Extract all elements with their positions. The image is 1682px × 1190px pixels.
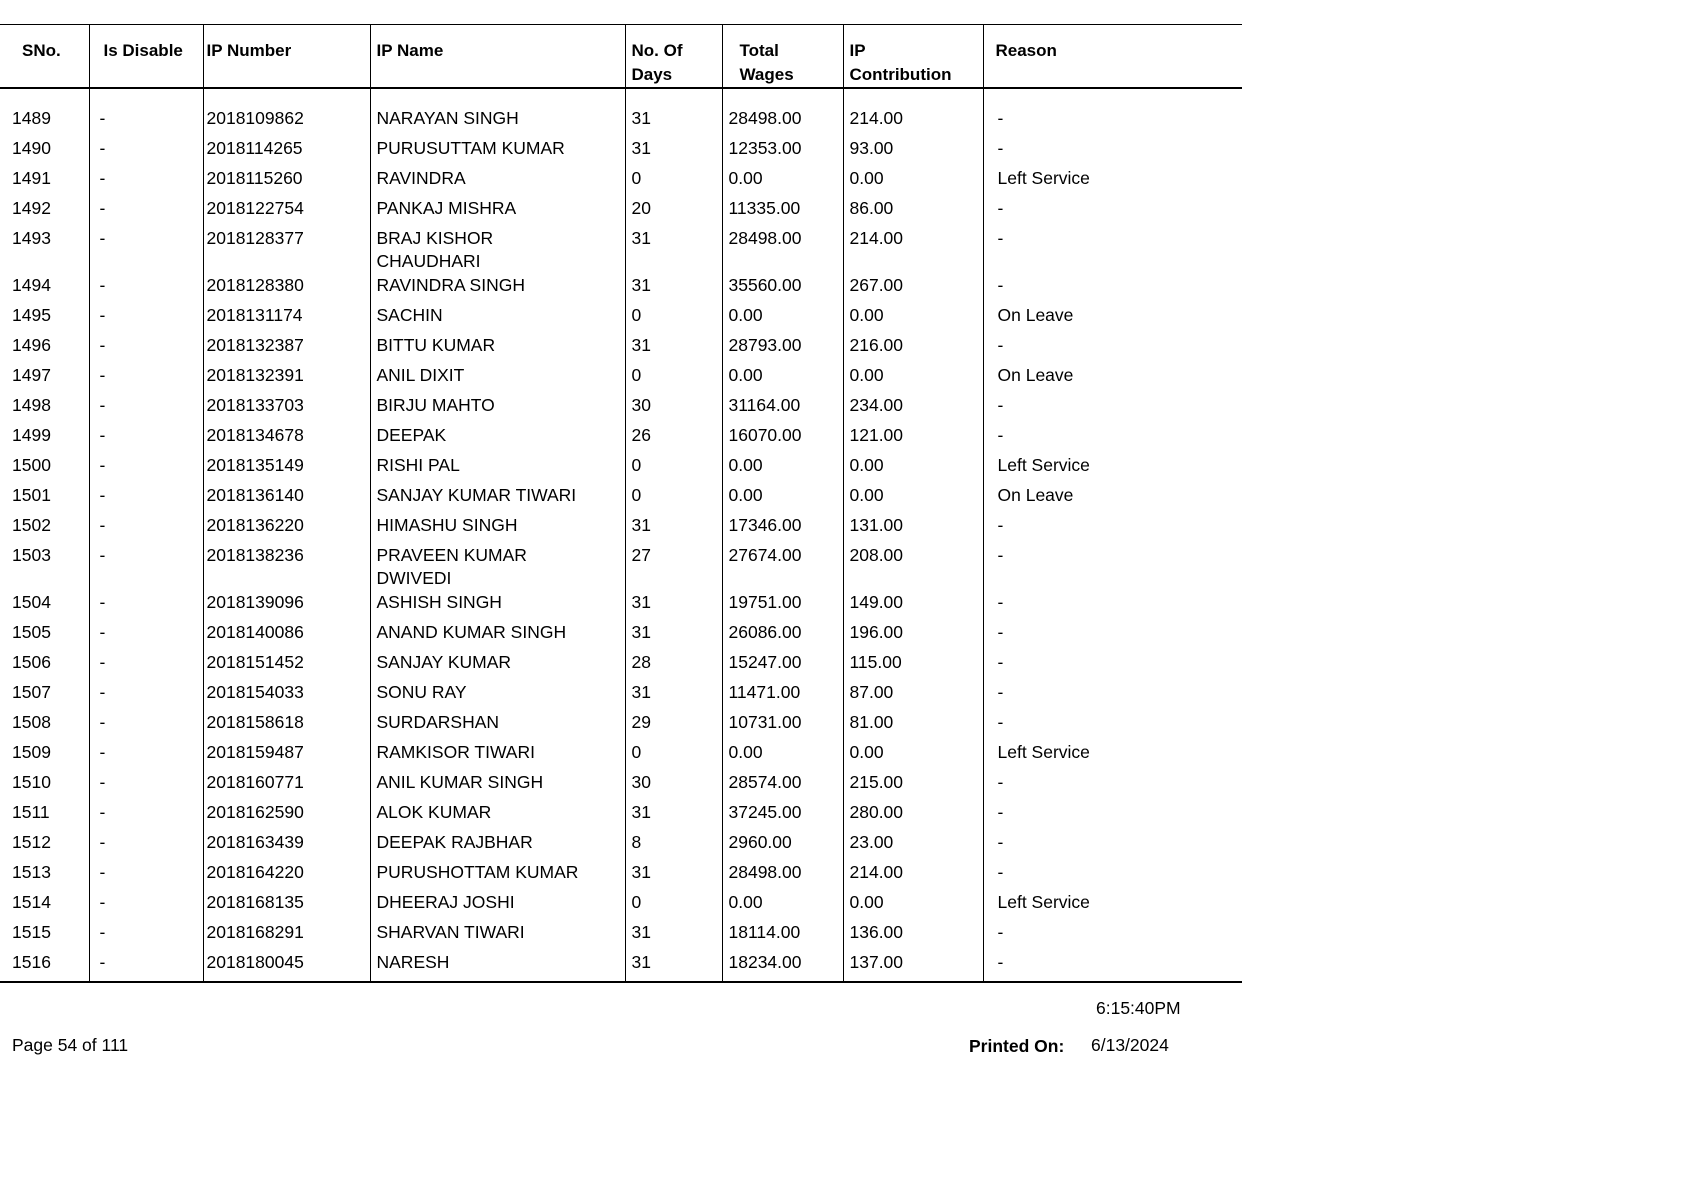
cell-reason: Left Service xyxy=(983,741,1242,771)
table-header-row xyxy=(0,25,1242,89)
cell-ip-name: ALOK KUMAR xyxy=(370,801,625,831)
cell-ip-number: 2018136220 xyxy=(203,514,370,544)
cell-reason: - xyxy=(983,861,1242,891)
cell-is-disable: - xyxy=(89,891,203,921)
cell-is-disable: - xyxy=(89,741,203,771)
cell-reason: - xyxy=(983,621,1242,651)
cell-days: 31 xyxy=(625,274,722,304)
cell-sno: 1503 xyxy=(12,545,51,565)
cell-days: 0 xyxy=(625,454,722,484)
cell-ip-name: RAVINDRA xyxy=(370,167,625,197)
cell-wages: 0.00 xyxy=(722,484,843,514)
table-row xyxy=(0,951,1242,982)
cell-contribution: 0.00 xyxy=(843,741,983,771)
cell-sno: 1510 xyxy=(12,772,51,792)
cell-days: 0 xyxy=(625,167,722,197)
cell-wages: 0.00 xyxy=(722,304,843,334)
cell-days: 31 xyxy=(625,334,722,364)
cell-reason: - xyxy=(983,951,1242,982)
header-is-disable: Is Disable xyxy=(89,25,203,89)
table-row xyxy=(0,891,1242,921)
table-row xyxy=(0,424,1242,454)
cell-is-disable: - xyxy=(89,771,203,801)
cell-sno: 1502 xyxy=(12,515,51,535)
cell-contribution: 0.00 xyxy=(843,484,983,514)
table-row xyxy=(0,274,1242,304)
cell-ip-name: SHARVAN TIWARI xyxy=(370,921,625,951)
cell-days: 26 xyxy=(625,424,722,454)
table-row xyxy=(0,831,1242,861)
cell-sno: 1495 xyxy=(12,305,51,325)
cell-reason: - xyxy=(983,88,1242,137)
cell-sno: 1489 xyxy=(12,108,51,128)
cell-ip-number: 2018134678 xyxy=(203,424,370,454)
cell-is-disable: - xyxy=(89,651,203,681)
cell-sno: 1514 xyxy=(12,892,51,912)
table-row xyxy=(0,514,1242,544)
cell-days: 31 xyxy=(625,921,722,951)
cell-days: 31 xyxy=(625,621,722,651)
cell-reason: - xyxy=(983,711,1242,741)
table-row xyxy=(0,394,1242,424)
cell-contribution: 208.00 xyxy=(843,544,983,591)
table-row xyxy=(0,921,1242,951)
cell-ip-number: 2018132387 xyxy=(203,334,370,364)
cell-days: 29 xyxy=(625,711,722,741)
table-row xyxy=(0,681,1242,711)
cell-days: 31 xyxy=(625,88,722,137)
table-row xyxy=(0,484,1242,514)
cell-ip-number: 2018135149 xyxy=(203,454,370,484)
cell-wages: 0.00 xyxy=(722,364,843,394)
cell-ip-name: BIRJU MAHTO xyxy=(370,394,625,424)
cell-wages: 19751.00 xyxy=(722,591,843,621)
table-row xyxy=(0,364,1242,394)
cell-ip-name: PURUSHOTTAM KUMAR xyxy=(370,861,625,891)
cell-is-disable: - xyxy=(89,544,203,591)
cell-is-disable: - xyxy=(89,227,203,274)
cell-sno: 1507 xyxy=(12,682,51,702)
cell-reason: - xyxy=(983,137,1242,167)
cell-is-disable: - xyxy=(89,424,203,454)
cell-wages: 0.00 xyxy=(722,454,843,484)
cell-ip-name: PRAVEEN KUMAR DWIVEDI xyxy=(370,544,625,591)
cell-ip-name: SANJAY KUMAR xyxy=(370,651,625,681)
cell-is-disable: - xyxy=(89,801,203,831)
cell-days: 30 xyxy=(625,771,722,801)
cell-ip-number: 2018132391 xyxy=(203,364,370,394)
cell-sno: 1505 xyxy=(12,622,51,642)
cell-ip-number: 2018168291 xyxy=(203,921,370,951)
cell-days: 0 xyxy=(625,304,722,334)
cell-ip-number: 2018122754 xyxy=(203,197,370,227)
cell-ip-name: DEEPAK xyxy=(370,424,625,454)
cell-ip-name: DEEPAK RAJBHAR xyxy=(370,831,625,861)
cell-reason: - xyxy=(983,424,1242,454)
cell-is-disable: - xyxy=(89,951,203,982)
cell-is-disable: - xyxy=(89,394,203,424)
table-row xyxy=(0,88,1242,137)
cell-days: 31 xyxy=(625,137,722,167)
cell-wages: 18114.00 xyxy=(722,921,843,951)
cell-is-disable: - xyxy=(89,514,203,544)
cell-contribution: 214.00 xyxy=(843,227,983,274)
cell-reason: - xyxy=(983,334,1242,364)
cell-sno: 1492 xyxy=(12,198,51,218)
cell-contribution: 136.00 xyxy=(843,921,983,951)
cell-is-disable: - xyxy=(89,484,203,514)
cell-wages: 28498.00 xyxy=(722,861,843,891)
cell-days: 0 xyxy=(625,891,722,921)
cell-ip-name: ASHISH SINGH xyxy=(370,591,625,621)
cell-contribution: 215.00 xyxy=(843,771,983,801)
cell-wages: 0.00 xyxy=(722,741,843,771)
cell-is-disable: - xyxy=(89,711,203,741)
cell-days: 31 xyxy=(625,801,722,831)
cell-wages: 18234.00 xyxy=(722,951,843,982)
cell-ip-name: SANJAY KUMAR TIWARI xyxy=(370,484,625,514)
cell-ip-number: 2018131174 xyxy=(203,304,370,334)
cell-wages: 28498.00 xyxy=(722,88,843,137)
cell-wages: 28574.00 xyxy=(722,771,843,801)
cell-reason: - xyxy=(983,544,1242,591)
cell-wages: 0.00 xyxy=(722,167,843,197)
cell-reason: - xyxy=(983,801,1242,831)
cell-ip-name: BRAJ KISHOR CHAUDHARI xyxy=(370,227,625,274)
cell-contribution: 93.00 xyxy=(843,137,983,167)
cell-wages: 35560.00 xyxy=(722,274,843,304)
table-row xyxy=(0,167,1242,197)
cell-sno: 1494 xyxy=(12,275,51,295)
cell-ip-name: RAVINDRA SINGH xyxy=(370,274,625,304)
cell-contribution: 86.00 xyxy=(843,197,983,227)
cell-ip-name: ANIL DIXIT xyxy=(370,364,625,394)
cell-reason: - xyxy=(983,394,1242,424)
cell-contribution: 23.00 xyxy=(843,831,983,861)
cell-days: 0 xyxy=(625,484,722,514)
cell-ip-name: DHEERAJ JOSHI xyxy=(370,891,625,921)
table-row xyxy=(0,741,1242,771)
cell-reason: - xyxy=(983,591,1242,621)
table-row xyxy=(0,591,1242,621)
cell-sno: 1504 xyxy=(12,592,51,612)
cell-reason: On Leave xyxy=(983,484,1242,514)
cell-sno: 1493 xyxy=(12,228,51,248)
cell-ip-number: 2018114265 xyxy=(203,137,370,167)
cell-contribution: 214.00 xyxy=(843,861,983,891)
table-row xyxy=(0,334,1242,364)
cell-ip-number: 2018139096 xyxy=(203,591,370,621)
cell-reason: - xyxy=(983,274,1242,304)
table-row xyxy=(0,304,1242,334)
cell-days: 28 xyxy=(625,651,722,681)
cell-ip-number: 2018159487 xyxy=(203,741,370,771)
cell-reason: Left Service xyxy=(983,454,1242,484)
cell-ip-number: 2018151452 xyxy=(203,651,370,681)
cell-sno: 1516 xyxy=(0,951,89,982)
cell-sno: 1499 xyxy=(12,425,51,445)
cell-reason: On Leave xyxy=(983,364,1242,394)
cell-wages: 10731.00 xyxy=(722,711,843,741)
header-ip-number: IP Number xyxy=(203,25,370,89)
cell-ip-name: PANKAJ MISHRA xyxy=(370,197,625,227)
cell-sno: 1506 xyxy=(12,652,51,672)
header-ip-name: IP Name xyxy=(370,25,625,89)
cell-is-disable: - xyxy=(89,621,203,651)
header-wages: Total Wages xyxy=(722,25,843,89)
cell-days: 0 xyxy=(625,741,722,771)
cell-ip-number: 2018160771 xyxy=(203,771,370,801)
cell-ip-name: SURDARSHAN xyxy=(370,711,625,741)
cell-contribution: 0.00 xyxy=(843,304,983,334)
cell-contribution: 267.00 xyxy=(843,274,983,304)
cell-ip-number: 2018140086 xyxy=(203,621,370,651)
cell-sno: 1497 xyxy=(12,365,51,385)
cell-is-disable: - xyxy=(89,88,203,137)
cell-wages: 11335.00 xyxy=(722,197,843,227)
cell-ip-name: ANAND KUMAR SINGH xyxy=(370,621,625,651)
cell-reason: - xyxy=(983,651,1242,681)
table-row xyxy=(0,197,1242,227)
cell-sno: 1513 xyxy=(12,862,51,882)
cell-ip-number: 2018128377 xyxy=(203,227,370,274)
cell-days: 8 xyxy=(625,831,722,861)
header-days: No. Of Days xyxy=(625,25,722,89)
cell-contribution: 0.00 xyxy=(843,454,983,484)
header-reason: Reason xyxy=(983,25,1242,89)
cell-sno: 1496 xyxy=(12,335,51,355)
cell-contribution: 0.00 xyxy=(843,364,983,394)
header-sno: SNo. xyxy=(0,25,89,89)
cell-ip-number: 2018164220 xyxy=(203,861,370,891)
cell-contribution: 0.00 xyxy=(843,891,983,921)
cell-contribution: 234.00 xyxy=(843,394,983,424)
cell-days: 31 xyxy=(625,514,722,544)
table-row xyxy=(0,621,1242,651)
cell-days: 30 xyxy=(625,394,722,424)
cell-ip-number: 2018158618 xyxy=(203,711,370,741)
cell-ip-name: NARESH xyxy=(370,951,625,982)
cell-contribution: 216.00 xyxy=(843,334,983,364)
cell-days: 20 xyxy=(625,197,722,227)
print-time: 6:15:40PM xyxy=(1096,998,1181,1018)
cell-reason: - xyxy=(983,197,1242,227)
cell-days: 31 xyxy=(625,951,722,982)
cell-wages: 11471.00 xyxy=(722,681,843,711)
cell-ip-number: 2018128380 xyxy=(203,274,370,304)
cell-wages: 12353.00 xyxy=(722,137,843,167)
cell-contribution: 196.00 xyxy=(843,621,983,651)
cell-is-disable: - xyxy=(89,304,203,334)
cell-ip-name: SACHIN xyxy=(370,304,625,334)
cell-contribution: 115.00 xyxy=(843,651,983,681)
cell-sno: 1509 xyxy=(12,742,51,762)
cell-is-disable: - xyxy=(89,167,203,197)
cell-sno: 1498 xyxy=(12,395,51,415)
printed-on-label: Printed On: xyxy=(969,1036,1065,1056)
cell-contribution: 149.00 xyxy=(843,591,983,621)
cell-contribution: 0.00 xyxy=(843,167,983,197)
cell-reason: Left Service xyxy=(983,167,1242,197)
cell-ip-number: 2018109862 xyxy=(203,88,370,137)
cell-sno: 1491 xyxy=(12,168,51,188)
table-row xyxy=(0,801,1242,831)
cell-ip-number: 2018154033 xyxy=(203,681,370,711)
cell-wages: 0.00 xyxy=(722,891,843,921)
cell-is-disable: - xyxy=(89,681,203,711)
cell-contribution: 137.00 xyxy=(843,951,983,982)
cell-ip-number: 2018115260 xyxy=(203,167,370,197)
cell-reason: - xyxy=(983,921,1242,951)
cell-sno: 1515 xyxy=(12,922,51,942)
cell-wages: 16070.00 xyxy=(722,424,843,454)
cell-sno: 1501 xyxy=(12,485,51,505)
cell-wages: 26086.00 xyxy=(722,621,843,651)
table-row xyxy=(0,137,1242,167)
table-row xyxy=(0,711,1242,741)
cell-sno: 1511 xyxy=(12,802,50,822)
cell-sno: 1508 xyxy=(12,712,51,732)
cell-ip-number: 2018138236 xyxy=(203,544,370,591)
cell-wages: 28498.00 xyxy=(722,227,843,274)
cell-ip-name: PURUSUTTAM KUMAR xyxy=(370,137,625,167)
cell-wages: 37245.00 xyxy=(722,801,843,831)
cell-is-disable: - xyxy=(89,274,203,304)
cell-contribution: 87.00 xyxy=(843,681,983,711)
cell-reason: - xyxy=(983,831,1242,861)
table-row xyxy=(0,861,1242,891)
cell-is-disable: - xyxy=(89,921,203,951)
cell-is-disable: - xyxy=(89,197,203,227)
cell-ip-number: 2018136140 xyxy=(203,484,370,514)
cell-days: 31 xyxy=(625,681,722,711)
table-body xyxy=(0,88,1242,982)
cell-reason: - xyxy=(983,514,1242,544)
cell-is-disable: - xyxy=(89,591,203,621)
cell-ip-number: 2018163439 xyxy=(203,831,370,861)
cell-is-disable: - xyxy=(89,454,203,484)
cell-wages: 31164.00 xyxy=(722,394,843,424)
cell-is-disable: - xyxy=(89,861,203,891)
printed-on-date: 6/13/2024 xyxy=(1091,1035,1169,1055)
cell-reason: - xyxy=(983,227,1242,274)
cell-days: 0 xyxy=(625,364,722,394)
contribution-table xyxy=(0,24,1242,983)
cell-days: 31 xyxy=(625,591,722,621)
table-row xyxy=(0,544,1242,591)
cell-contribution: 214.00 xyxy=(843,88,983,137)
cell-ip-name: BITTU KUMAR xyxy=(370,334,625,364)
table-row xyxy=(0,227,1242,274)
header-contribution: IP Contribution xyxy=(843,25,983,89)
table-row xyxy=(0,454,1242,484)
cell-is-disable: - xyxy=(89,137,203,167)
cell-wages: 27674.00 xyxy=(722,544,843,591)
cell-ip-name: HIMASHU SINGH xyxy=(370,514,625,544)
cell-contribution: 280.00 xyxy=(843,801,983,831)
cell-is-disable: - xyxy=(89,831,203,861)
cell-wages: 2960.00 xyxy=(722,831,843,861)
cell-sno: 1500 xyxy=(12,455,51,475)
cell-wages: 17346.00 xyxy=(722,514,843,544)
cell-days: 31 xyxy=(625,861,722,891)
cell-days: 31 xyxy=(625,227,722,274)
cell-sno: 1512 xyxy=(12,832,51,852)
cell-reason: Left Service xyxy=(983,891,1242,921)
cell-ip-name: SONU RAY xyxy=(370,681,625,711)
cell-contribution: 81.00 xyxy=(843,711,983,741)
cell-ip-number: 2018133703 xyxy=(203,394,370,424)
cell-reason: On Leave xyxy=(983,304,1242,334)
cell-ip-number: 2018162590 xyxy=(203,801,370,831)
page-number: Page 54 of 111 xyxy=(12,1035,129,1055)
cell-wages: 28793.00 xyxy=(722,334,843,364)
cell-contribution: 121.00 xyxy=(843,424,983,454)
table-row xyxy=(0,771,1242,801)
cell-is-disable: - xyxy=(89,334,203,364)
report-table-container xyxy=(0,24,1242,983)
table-row xyxy=(0,651,1242,681)
cell-ip-name: NARAYAN SINGH xyxy=(370,88,625,137)
cell-reason: - xyxy=(983,681,1242,711)
cell-contribution: 131.00 xyxy=(843,514,983,544)
cell-sno: 1490 xyxy=(12,138,51,158)
cell-ip-name: RISHI PAL xyxy=(370,454,625,484)
cell-ip-number: 2018168135 xyxy=(203,891,370,921)
cell-ip-name: ANIL KUMAR SINGH xyxy=(370,771,625,801)
cell-wages: 15247.00 xyxy=(722,651,843,681)
cell-days: 27 xyxy=(625,544,722,591)
cell-reason: - xyxy=(983,771,1242,801)
cell-ip-name: RAMKISOR TIWARI xyxy=(370,741,625,771)
cell-is-disable: - xyxy=(89,364,203,394)
cell-ip-number: 2018180045 xyxy=(203,951,370,982)
